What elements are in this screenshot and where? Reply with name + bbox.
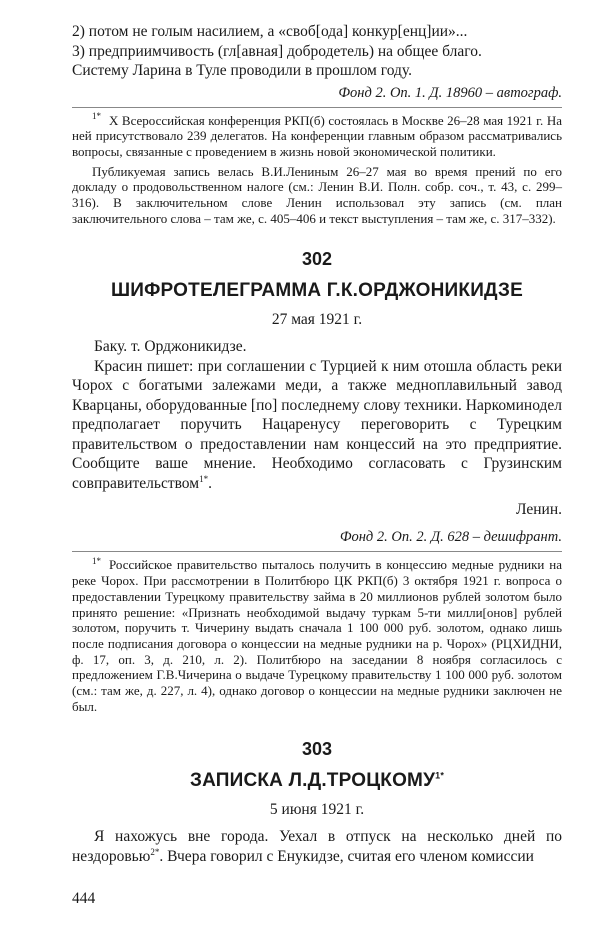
text-line: 3) предприимчивость (гл[авная] добродетель) на общее благо. (72, 42, 482, 60)
page-content (72, 22, 562, 866)
address-line: Баку. т. Орджоникидзе. (94, 338, 247, 356)
document-title (72, 769, 562, 793)
document-title-text: ЗАПИСКА Л.Д.ТРОЦКОМУ (189, 770, 436, 792)
footnote-mark: 2* (150, 846, 160, 857)
footnote-mark: 1* (199, 473, 209, 484)
footnote (72, 557, 562, 714)
footnote-divider (72, 551, 562, 552)
document-title: ШИФРОТЕЛЕГРАММА Г.К.ОРДЖОНИКИДЗЕ (110, 280, 523, 302)
footnote-mark: 1* (435, 771, 445, 782)
archive-reference: Фонд 2. Оп. 2. Д. 628 – дешифрант. (339, 529, 562, 546)
note-text-part1: Я нахожусь вне города. Уехал в отпуск на несколько дней по нездоровью (72, 828, 562, 865)
page-number: 444 (72, 890, 96, 907)
signature: Ленин. (515, 501, 562, 519)
note-body (72, 827, 562, 866)
document-number: 303 (301, 739, 333, 760)
note-text-part2: . Вчера говорил с Енукидзе, считая его членом комиссии (159, 847, 534, 865)
archive-reference: Фонд 2. Оп. 1. Д. 18960 – автограф. (338, 84, 562, 101)
footnote-text: Российское правительство пыталось получить в концессию медные рудники на реке Чорох. При рассмотрении в Политбюро ЦК РКП(б) 3 октября 1921 г. вопроса о предоставлении Турецкому правительству займа в 20 миллионов рублей золотом было принято решение: «Признать необходимой выдачу туркам 5-ти милли[онов] рублей золотом, поручить т. Чичерину выдать сначала 1 100 000 руб. золотом, однако лишь после подписания договора о концессии на медные рудники на р. Чорох» (РЦХИДНИ, ф. 17, оп. 3, д. 210, л. 2). Политбюро на заседании 8 ноября согласилось с предложением Г.В.Чичерина о выдаче Турецкому правительству 1 100 000 руб. золотом (см.: там же, д. 227, л. 4), однако договор о концессии на медные рудники заключен не был. (72, 557, 562, 714)
text-line: 2) потом не голым насилием, а «своб[ода] конкур[енц]ии»... (72, 23, 468, 40)
telegram-text: Красин пишет: при соглашении с Турцией к ним отошла область реки Чорох с богатыми залежами меди, а также медноплавильный завод Кварцаны, оборудованные [по] последнему слову техники. Наркоминодел предполагает поручить Нацаренусу переговорить с Турецким правительством о предоставлении нам концессий на это предприятие. Сообщите ваше мнение. Необходимо согласовать с Грузинским совправительством (72, 357, 562, 492)
telegram-body: Красин пишет: при соглашении с Турцией к ним отошла область реки Чорох с богатыми залежами меди, а также медноплавильный завод Кварцаны, оборудованные [по] последнему слову техники. Наркоминодел предполагает поручить Нацаренусу переговорить с Турецким правительством о предоставлении нам концессий на это предприятие. Сообщите ваше мнение. Необходимо согласовать с Грузинским совправительством$^{1*}$. (72, 357, 562, 492)
text-line: Систему Ларина в Туле проводили в прошлом году. (72, 62, 412, 79)
footnote-text: X Всероссийская конференция РКП(б) состоялась в Москве 26–28 мая 1921 г. На ней присутствовало 239 делегатов. На конференции главным образом рассматривались вопросы, связанные с проведением в жизнь новой экономической политики. (72, 112, 562, 159)
footnote-mark: 1* (92, 111, 101, 122)
footnote-continued: Публикуемая запись велась В.И.Лениным 26–27 мая во время прений по его докладу о продовольственном налоге (см.: Ленин В.И. Полн. собр. соч., т. 43, с. 299–316). В заключительном слове Ленин использовал эту запись (см. план заключительного слова – там же, с. 405–406 и текст выступления – там же, с. 317–332). (72, 163, 562, 226)
footnote-divider (72, 107, 562, 108)
document-number: 302 (301, 249, 333, 270)
footnote-mark: 1* (92, 556, 101, 567)
document-date: 27 мая 1921 г. (271, 311, 363, 329)
footnote (72, 113, 562, 160)
document-date: 5 июня 1921 г. (269, 801, 365, 819)
